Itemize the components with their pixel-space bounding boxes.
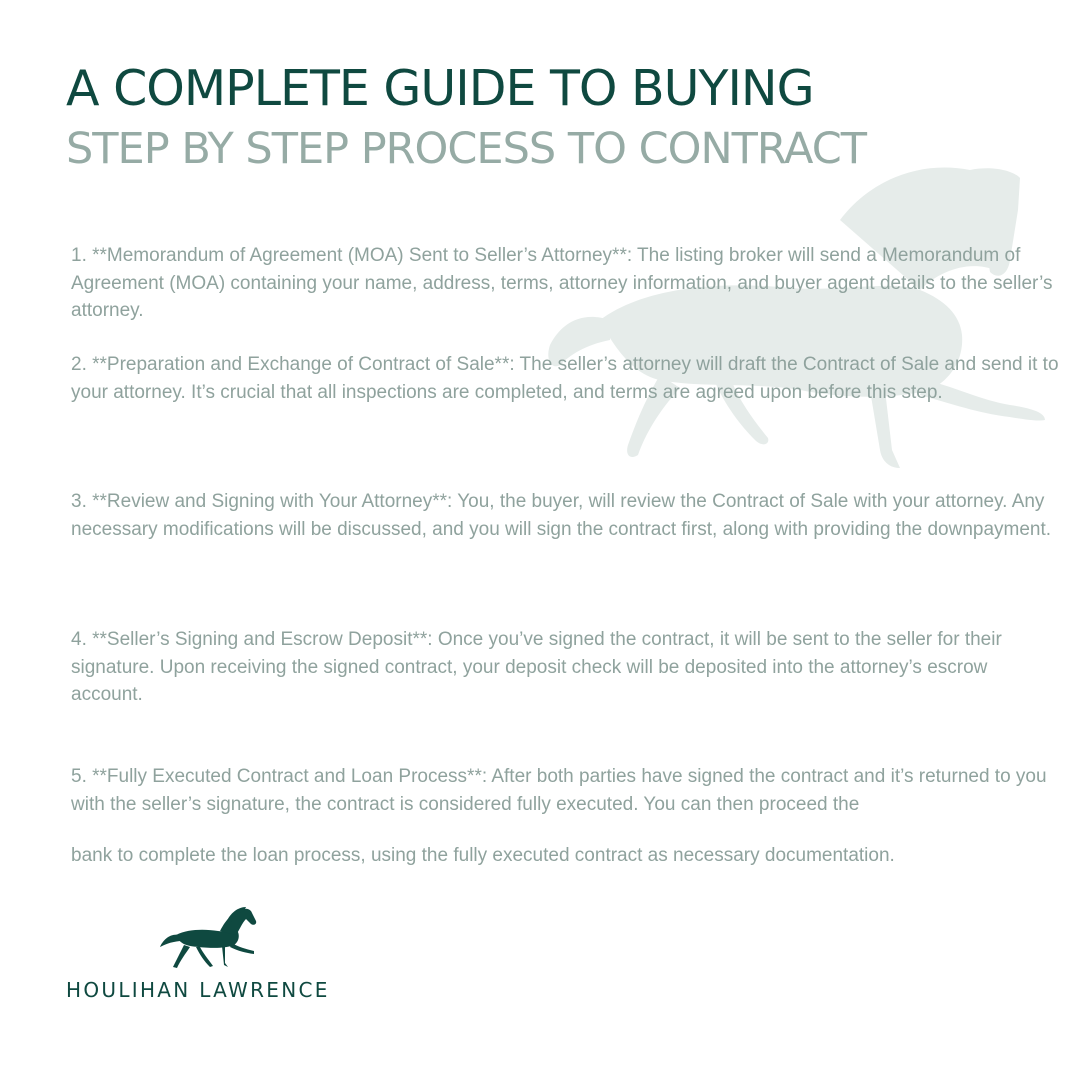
page-subtitle: STEP BY STEP PROCESS TO CONTRACT [66,124,867,174]
header [66,58,1046,178]
page-title: A COMPLETE GUIDE TO BUYING [66,60,814,117]
company-name: HOULIHAN LAWRENCE [66,978,330,1002]
step-5-text: 5. **Fully Executed Contract and Loan Process**: After both parties have signed the contract and it’s returned to you with the seller’s signature, the contract is considered fully executed. You can then proceed the [71,766,1047,815]
step-1-text: 1. **Memorandum of Agreement (MOA) Sent to Seller’s Attorney**: The listing broker will send a Memorandum of Agreement (MOA) containing your name, address, terms, attorney information, and buyer agent details to the seller’s attorney. [71,245,1053,321]
step-2-text: 2. **Preparation and Exchange of Contract of Sale**: The seller’s attorney will draft the Contract of Sale and send it to your attorney. It’s crucial that all inspections are completed, and terms are agreed upon before this step. [71,354,1059,403]
step-5-continuation: bank to complete the loan process, using the fully executed contract as necessary documentation. [71,845,895,866]
step-4-text: 4. **Seller’s Signing and Escrow Deposit**: Once you’ve signed the contract, it will be sent to the seller for their signature. Upon receiving the signed contract, your deposit check will be deposited into the attorney’s escrow account. [71,629,1002,705]
step-3-text: 3. **Review and Signing with Your Attorney**: You, the buyer, will review the Contract of Sale with your attorney. Any necessary modifications will be discussed, and you will sign the contract first, along with providing the downpayment. [71,491,1052,540]
horse-icon [160,905,258,971]
